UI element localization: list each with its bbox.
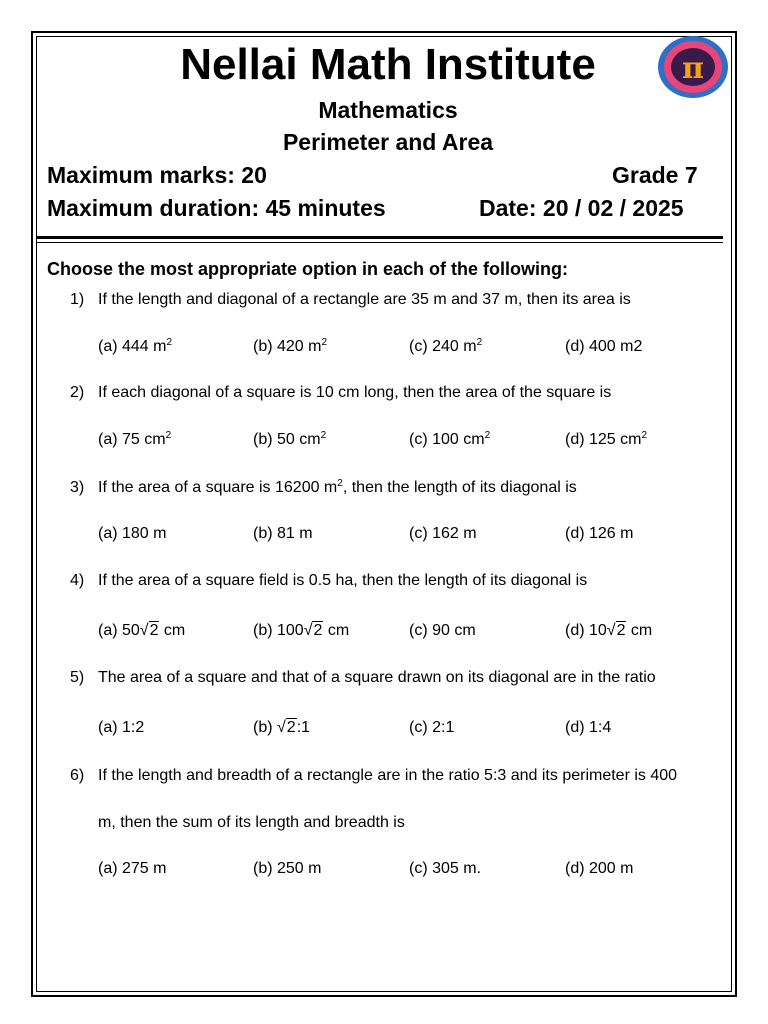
option-5b: (b) √2:1: [253, 719, 311, 736]
option-1a: (a) 444 $m^2$: [98, 337, 173, 355]
option-1b: (b) 420 $m^2$: [253, 337, 328, 355]
option-4d: (d) 10√2 cm: [565, 622, 653, 639]
topic-heading: Perimeter and Area: [282, 129, 494, 155]
option-5c: (c) 2:1: [409, 719, 455, 736]
option-3b: (b) 81 m: [253, 525, 313, 542]
option-2b: (b) 50 $cm^2$: [253, 430, 327, 448]
option-3d: (d) 126 m: [565, 525, 634, 542]
option-6d: (d) 200 m: [565, 860, 634, 877]
question-2: [70, 383, 611, 403]
question-number: 5): [70, 669, 85, 686]
question-6: [70, 766, 677, 786]
option-2d: (d) 125 $cm^2$: [565, 430, 648, 448]
option-6a: (a) 275 m: [98, 860, 167, 877]
option-1c: (c) 240 $m^2$: [409, 337, 483, 355]
question-number: 1): [70, 291, 85, 308]
option-2a: (a) 75 $cm^2$: [98, 430, 172, 448]
pi-logo-icon: [656, 34, 730, 100]
option-5a: (a) 1:2: [98, 719, 145, 736]
institute-title: Nellai Math Institute: [180, 40, 596, 89]
option-2c: (c) 100 $cm^2$: [409, 430, 491, 448]
max-duration: Maximum duration: 45 minutes: [47, 195, 386, 221]
question-number: 4): [70, 572, 85, 589]
option-6b: (b) 250 m: [253, 860, 322, 877]
question-text: If the area of a square field is 0.5 ha, then the length of its diagonal is: [98, 572, 588, 589]
subject-heading: Mathematics: [318, 97, 458, 123]
question-1: [70, 290, 631, 310]
header-divider-thin: [37, 242, 723, 243]
question-3: 3) If the area of a square is 16200 $m^2$, then the length of its diagonal is: [70, 478, 577, 496]
question-text: The area of a square and that of a square drawn on its diagonal are in the ratio: [98, 669, 656, 686]
question-number: 6): [70, 767, 85, 784]
question-text: If each diagonal of a square is 10 cm long, then the area of the square is: [98, 384, 612, 401]
option-3c: (c) 162 m: [409, 525, 477, 542]
option-4b: (b) 100√2 cm: [253, 622, 350, 639]
option-4a: (a) 50√2 cm: [98, 622, 186, 639]
question-number: 3): [70, 479, 85, 496]
option-4c: (c) 90 cm: [409, 622, 476, 639]
question-number: 2): [70, 384, 85, 401]
question-4: [70, 571, 587, 591]
exam-date: Date: 20 / 02 / 2025: [479, 195, 684, 221]
question-text: If the length and diagonal of a rectangle are 35 m and 37 m, then its area is: [98, 291, 631, 308]
option-5d: (d) 1:4: [565, 719, 612, 736]
option-3a: (a) 180 m: [98, 525, 167, 542]
question-5: [70, 668, 656, 688]
max-marks: Maximum marks: 20: [47, 162, 267, 188]
option-1d: (d) 400 m2: [565, 338, 643, 355]
pi-symbol: π: [682, 51, 704, 86]
question-text: If the length and breadth of a rectangle are in the ratio 5:3 and its perimeter is 400: [98, 767, 678, 784]
question-text: If the area of a square is 16200 m: [98, 479, 338, 496]
question-6-continuation: m, then the sum of its length and breadth is: [98, 814, 405, 831]
instruction-text: Choose the most appropriate option in each of the following:: [47, 259, 568, 279]
option-6c: (c) 305 m.: [409, 860, 482, 877]
header-divider-thick: [37, 236, 723, 239]
grade: Grade 7: [612, 162, 698, 188]
